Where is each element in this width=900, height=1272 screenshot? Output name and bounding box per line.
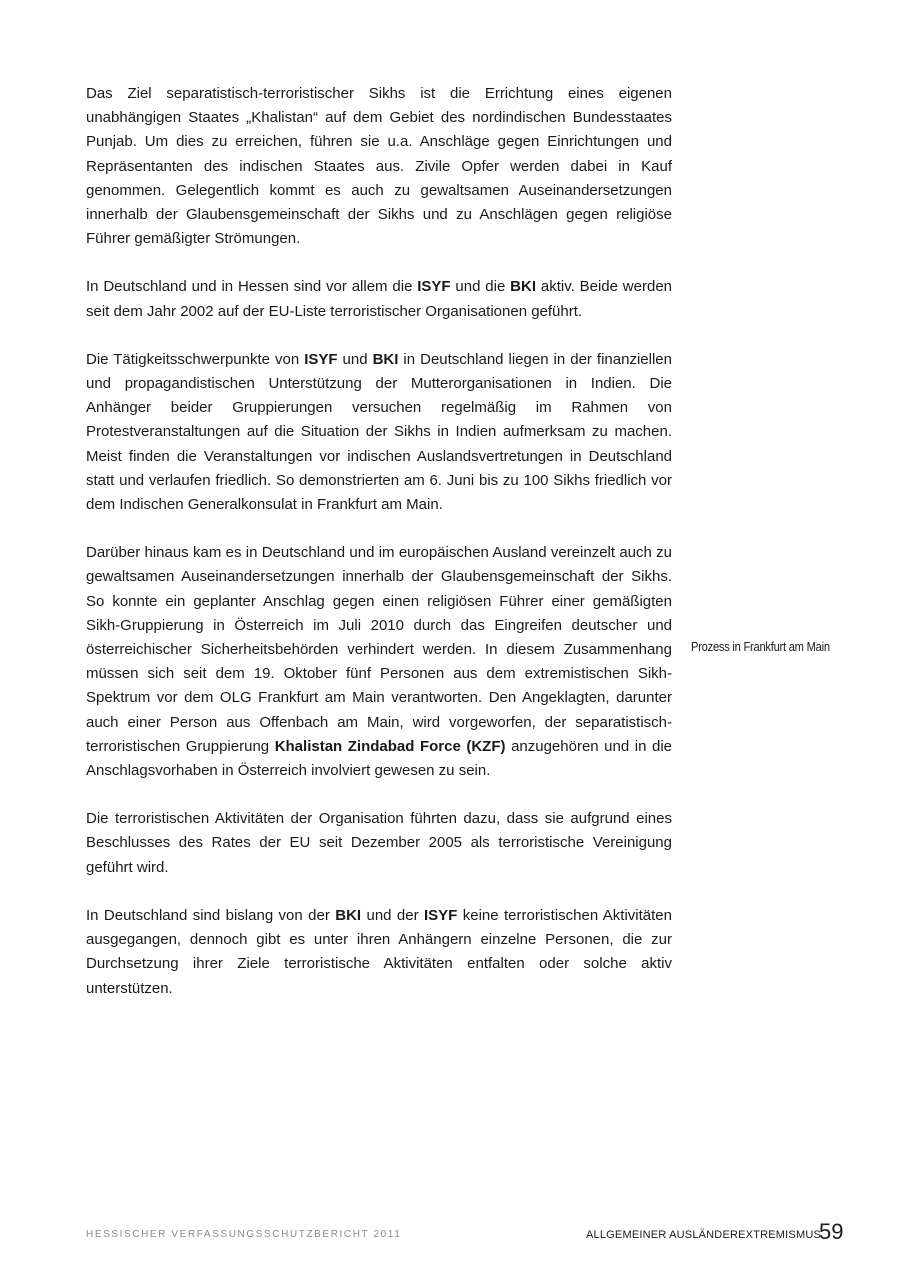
text-run: Die terroristischen Aktivitäten der Organisation führten dazu, dass sie aufgrund eines Beschlusses des Rates der EU seit Dezember 2005 als terroristische Vereinigung geführt wird. bbox=[86, 810, 672, 876]
text-run: und die bbox=[450, 278, 511, 296]
org-abbreviation: BKI bbox=[335, 906, 362, 924]
text-run: und der bbox=[361, 906, 424, 924]
org-abbreviation: BKI bbox=[372, 350, 399, 368]
footer-section-title: ALLGEMEINER AUSLÄNDEREXTREMISMUS bbox=[586, 1229, 822, 1241]
text-run: anzugehören und in die Anschlagsvorhaben in Österreich involviert gewesen zu sein. bbox=[86, 737, 673, 780]
text-run: Die Tätigkeitsschwerpunkte von bbox=[86, 350, 305, 368]
margin-note: Prozess in Frankfurt am Main bbox=[691, 639, 830, 654]
paragraph bbox=[86, 275, 672, 323]
page-number: 59 bbox=[819, 1219, 844, 1244]
paragraph bbox=[86, 807, 672, 880]
text-run: aktiv. Beide werden seit dem Jahr 2002 auf der EU-Liste terroristischer Organisationen geführt. bbox=[86, 278, 672, 320]
paragraph bbox=[86, 541, 672, 783]
org-abbreviation: ISYF bbox=[417, 278, 451, 296]
text-run: Darüber hinaus kam es in Deutschland und im europäischen Ausland vereinzelt auch zu gewaltsamen Auseinandersetzungen innerhalb der Glaubensgemeinschaft der Sikhs. So konnte ein geplanter Anschlag gegen einen religiösen Führer einer gemäßigten Sikh-Gruppierung in Österreich im Juli 2010 durch das Eingreifen deutscher und österreichischer Sicherheitsbehörden verhindert werden. In diesem Zusammenhang müssen sich seit dem 19. Oktober fünf Personen aus dem extremistischen Sikh-Spektrum vor dem OLG Frankfurt am Main verantworten. Den Angeklagten, darunter auch einer Person aus Offenbach am Main, wird vorgeworfen, der separatistisch-terroristischen Gruppierung bbox=[86, 544, 672, 755]
org-abbreviation: BKI bbox=[510, 278, 537, 296]
text-run: in Deutschland liegen in der finanziellen und propagandistischen Unterstützung der Mutterorganisationen in Indien. Die Anhänger beider Gruppierungen versuchen regelmäßig im Rahmen von Protestveranstaltungen auf die Situation der Sikhs in Indien aufmerksam zu machen. Meist finden die Veranstaltungen vor indischen Auslandsvertretungen in Deutschland statt und verlaufen friedlich. So demonstrierten am 6. Juni bis zu 100 Sikhs friedlich vor dem Indischen Generalkonsulat in Frankfurt am Main. bbox=[86, 350, 672, 514]
footer-publication-title: HESSISCHER VERFASSUNGSSCHUTZBERICHT 2011 bbox=[86, 1229, 402, 1240]
main-text-column bbox=[86, 82, 672, 1025]
paragraph bbox=[86, 904, 672, 1001]
paragraph bbox=[86, 348, 672, 517]
text-run: In Deutschland sind bislang von der bbox=[86, 906, 336, 924]
org-abbreviation: ISYF bbox=[304, 350, 338, 368]
text-run: In Deutschland und in Hessen sind vor allem die bbox=[86, 278, 418, 296]
text-run: und bbox=[337, 350, 373, 368]
org-abbreviation: ISYF bbox=[424, 906, 458, 924]
text-run: Das Ziel separatistisch-terroristischer Sikhs ist die Errichtung eines eigenen unabhängigen Staates „Khalistan“ auf dem Gebiet des nordindischen Bundesstaates Punjab. Um dies zu erreichen, führen sie u.a. Anschläge gegen Einrichtungen und Repräsentanten des indischen Staates aus. Zivile Opfer werden dabei in Kauf genommen. Gelegentlich kommt es auch zu gewaltsamen Auseinandersetzungen innerhalb der Glaubensgemeinschaft der Sikhs und zu Anschlägen gegen religiöse Führer gemäßigter Strömungen. bbox=[86, 85, 672, 248]
text-run: keine terroristischen Aktivitäten ausgegangen, dennoch gibt es unter ihren Anhängern einzelne Personen, die zur Durchsetzung ihrer Ziele terroristische Aktivitäten entfalten oder solche aktiv unterstützen. bbox=[86, 906, 672, 997]
paragraph bbox=[86, 82, 672, 251]
org-name: Khalistan Zindabad Force (KZF) bbox=[274, 737, 506, 755]
